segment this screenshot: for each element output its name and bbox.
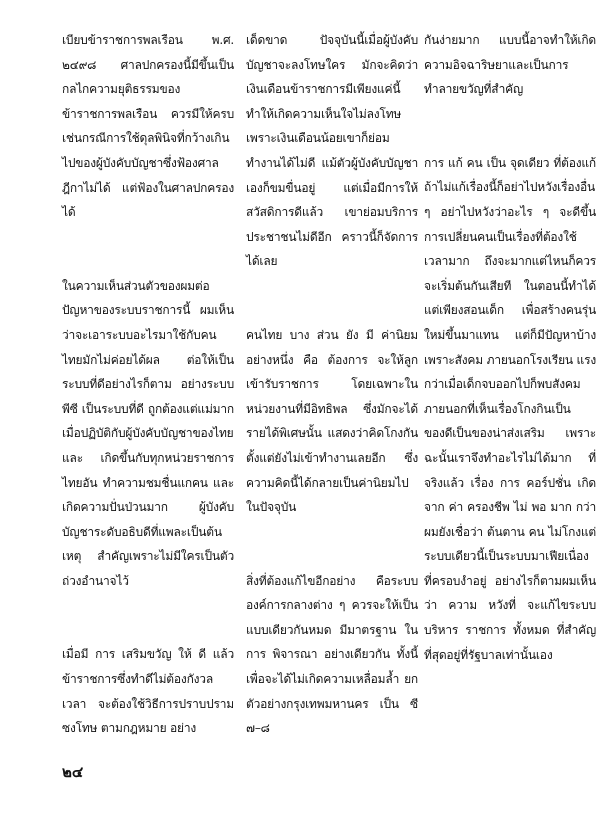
paragraph: คนไทย บาง ส่วน ยัง มี ค่านิยมอย่างหนึ่ง คือ ต้องการ จะให้ลูก เข้ารับราชการ โดยเฉพาะในหน่วยงานที่มีอิทธิพล ซึ่งมักจะได้รายได้พิเศษนั้น แสดงว่าคิดโกงกัน ตั้งแต่ยังไม่เข้าทำงานเลยอีก ซึ่งความคิดนี้ได้กลายเป็นค่านิยมไปในปัจจุบัน: [246, 327, 418, 515]
paragraph-spacer: [62, 225, 234, 274]
paragraph: เมื่อมี การ เสริมขวัญ ให้ ดี แล้ว ข้าราชการซึ่งทำดีไม่ต้องกังวลเวลา จะต้องใช้วิธีการปราบปรามซงโทษ ตามกฎหมาย อย่าง: [62, 647, 234, 736]
page-number: ๒๔: [62, 763, 84, 781]
paragraph-spacer: [62, 593, 234, 642]
paragraph-spacer: [424, 102, 596, 151]
paragraph: กันง่ายมาก แบบนี้อาจทำให้เกิดความอิจฉาริษยาและเป็นการทำลายขวัญที่สำคัญ: [424, 33, 596, 97]
paragraph: สิ่งที่ต้องแก้ไขอีกอย่าง คือระบบองค์การกลางต่าง ๆ ควรจะให้เป็นแบบเดียวกันหมด มีมาตรฐาน ในการ พิจารณา อย่างเดียวกัน ทั้งนี้เพื่อจะได้ไม่เกิดความเหลื่อมล้ำ ยกตัวอย่างกรุงเทพมหานคร เป็น ซี ๗–๘: [246, 573, 418, 736]
text-column-middle: [246, 28, 418, 741]
paragraph-spacer: [246, 520, 418, 569]
text-column-right: [424, 28, 596, 667]
paragraph: ในความเห็นส่วนตัวของผมต่อปัญหาของระบบราชการนี้ ผมเห็นว่าจะเอาระบบอะไรมาใช้กับคนไทยมักไม่ค่อยได้ผล ต่อให้เป็นระบบที่ดีอย่างไรก็ตาม อย่างระบบพีซี เป็นระบบที่ดี ถูกต้องแต่แม่มาก เมื่อปฏิบัติกับผู้บังคับบัญชาของไทย และ เกิดขึ้นกับทุกหน่วยราชการไทยอัน ทำความชมชื่นแกคน และเกิดความปั่นป่วนมาก ผู้บังคับบัญชาระดับอธิบดีที่แพละเป็นต้นเหตุ สำคัญเพราะไม่มีใครเป็นตัวถ่วงอำนาจไว้: [62, 278, 234, 588]
paragraph: การ แก้ คน เป็น จุดเดียว ที่ต้องแก้ ถ้าไม่แก้เรื่องนี้ก็อย่าไปหวังเรื่องอื่น ๆ อย่าไปหวังว่าอะไร ๆ จะดีขึ้น การเปลี่ยนคนเป็นเรื่องที่ต้องใช้เวลามาก ถึงจะมากแต่ไหนก็ควรจะเริ่มต้นกันเสียที ในตอนนี้ทำได้แต่เพียงสอนเด็ก เพื่อสร้างคนรุ่นใหม่ขึ้นมาแทน แต่ก็มีปัญหาบ้าง เพราะสังคม ภายนอกโรงเรียน แรงกว่าเมื่อเด็กจบออกไปก็พบสังคมภายนอกที่เห็นเรื่องโกงกินเป็นของดีเป็นของน่าส่งเสริม เพราะฉะนั้นเราจึงทำอะไรไม่ได้มาก ที่จริงแล้ว เรื่อง การ คอร์ปชั่น เกิดจาก ค่า ครองชีพ ไม่ พอ มาก กว่าผมยังเชื่อว่า ต้นตาน คน ไม่โกงแต่ระบบเดียวนี้เป็นระบบมาเฟียเนื่องที่ครอบงำอยู่ อย่างไรก็ตามผมเห็นว่า ความ หวังที่ จะแก้ไขระบบ บริหาร ราชการ ทั้งหมด ที่สำคัญที่สุดอยู่ที่รัฐบาลเท่านั้นเอง: [424, 155, 596, 662]
paragraph: เบียบข้าราชการพลเรือน พ.ศ. ๒๔๙๘ ศาลปกครองนี้มีขึ้นเป็นกลไกความยุติธรรมของข้าราชการพลเรือน ควรมีให้ครบ เช่นกรณีการใช้ดุลพินิจที่กว้างเกินไปของผู้บังคับบัญชาซึ่งฟ้องศาลฎีกาไม่ได้ แต่ฟ้องในศาลปกครองได้: [62, 33, 234, 220]
paragraph-spacer: [246, 274, 418, 323]
paragraph: เด็ดขาด ปัจจุบันนี้เมื่อผู้บังคับบัญชาจะลงโทษใคร มักจะคิดว่าเงินเดือนข้าราชการมีเพียงแค่นี้ทำให้เกิดความเห็นใจไม่ลงโทษเพราะเงินเดือนน้อยเขาก็ย่อมทำงานได้ไม่ดี แม้ตัวผู้บังคับบัญชาเองก็ขมขื่นอยู่ แต่เมื่อมีการให้สวัสดิการดีแล้ว เขาย่อมบริการประชาชนไม่ดีอีก คราวนี้ก็จัดการได้เลย: [246, 33, 418, 269]
text-column-left: [62, 28, 234, 741]
